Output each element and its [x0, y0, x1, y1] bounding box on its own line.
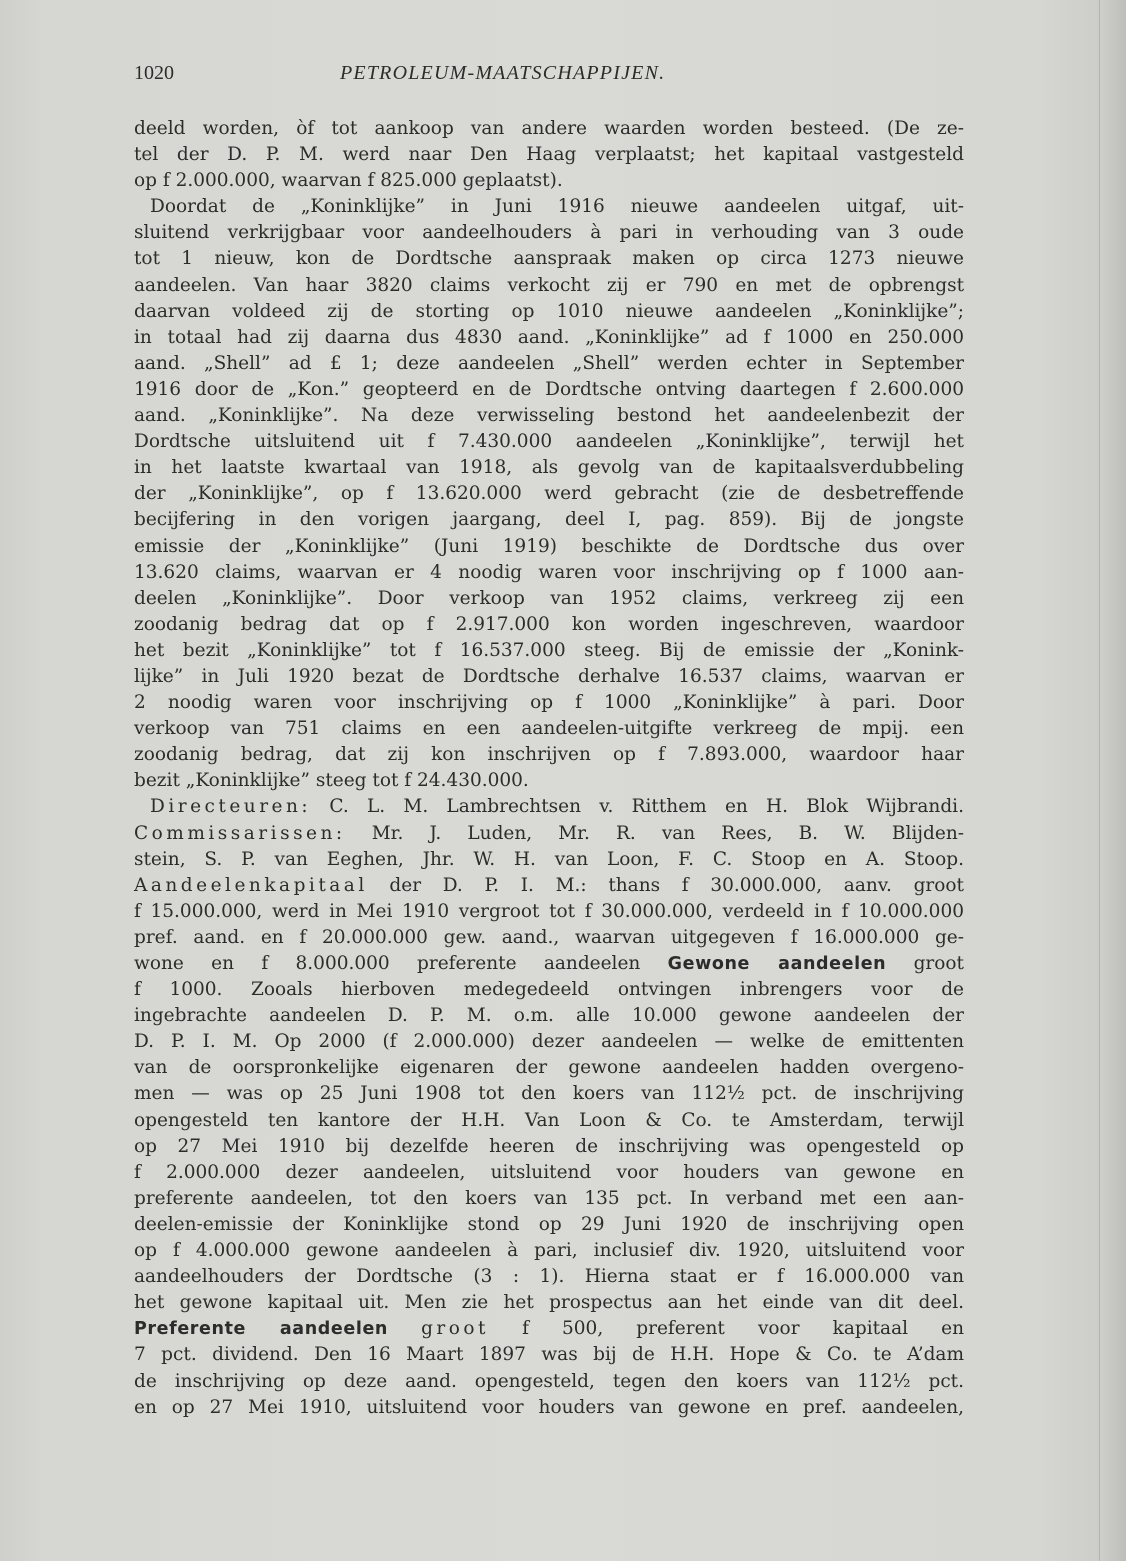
text-line: aand. „Shell” ad £ 1; deze aandeelen „Shell” werden echter in September	[134, 352, 964, 374]
text-line: 7 pct. dividend. Den 16 Maart 1897 was bij de H.H. Hope & Co. te A’dam	[134, 1344, 964, 1366]
text-line: ingebrachte aandeelen D. P. M. o.m. alle 10.000 gewone aandeelen der	[134, 1005, 964, 1027]
text-segment: groot	[913, 953, 964, 974]
commissarissen-names: Mr. J. Luden, Mr. R. van Rees, B. W. Blijden-	[371, 822, 964, 844]
text-line: f 15.000.000, werd in Mei 1910 vergroot tot f 30.000.000, verdeeld in f 10.000.000	[134, 900, 964, 922]
text-line: deelen-emissie der Koninklijke stond op 29 Juni 1920 de inschrijving open	[134, 1213, 964, 1235]
text-line: becijfering in den vorigen jaargang, deel I, pag. 859). Bij de jongste	[134, 509, 964, 531]
text-line: en op 27 Mei 1910, uitsluitend voor houders van gewone en pref. aandeelen,	[134, 1396, 964, 1418]
text-segment: wone en f 8.000.000 preferente aandeelen	[134, 953, 641, 974]
text-line: preferente aandeelen, tot den koers van 135 pct. In verband met een aan-	[134, 1187, 964, 1209]
text-line: op f 2.000.000, waarvan f 825.000 geplaatst).	[134, 170, 563, 192]
body-text	[134, 116, 964, 1421]
text-line: Dordtsche uitsluitend uit f 7.430.000 aandeelen „Koninklijke”, terwijl het	[134, 431, 964, 453]
directeuren-label: Directeuren:	[150, 796, 312, 818]
text-line: 13.620 claims, waarvan er 4 noodig waren voor inschrijving op f 1000 aan-	[134, 561, 964, 583]
preferente-aandeelen-heading: Preferente aandeelen	[134, 1319, 388, 1340]
text-line: de inschrijving op deze aand. opengesteld, tegen den koers van 112½ pct.	[134, 1370, 964, 1392]
text-line: het bezit „Koninklijke” tot f 16.537.000 steeg. Bij de emissie der „Konink-	[134, 639, 964, 661]
text-line: Doordat de „Koninklijke” in Juni 1916 nieuwe aandeelen uitgaf, uit-	[150, 196, 964, 218]
gewone-aandeelen-heading: Gewone aandeelen	[667, 954, 887, 974]
text-line: pref. aand. en f 20.000.000 gew. aand., waarvan uitgegeven f 16.000.000 ge-	[134, 926, 964, 948]
text-line: 2 noodig waren voor inschrijving op f 1000 „Koninklijke” à pari. Door	[134, 692, 964, 714]
text-line: f 2.000.000 dezer aandeelen, uitsluitend voor houders van gewone en	[134, 1161, 964, 1183]
groot-label: groot	[421, 1318, 489, 1340]
text-line: in het laatste kwartaal van 1918, als gevolg van de kapitaalsverdubbeling	[134, 457, 964, 479]
text-line: zoodanig bedrag, dat zij kon inschrijven op f 7.893.000, waardoor haar	[134, 744, 964, 766]
preferente-line	[134, 1316, 964, 1342]
text-segment: f 500, preferent voor kapitaal en	[522, 1318, 964, 1340]
text-line: zoodanig bedrag dat op f 2.917.000 kon worden ingeschreven, waardoor	[134, 613, 964, 635]
kapitaal-text: der D. P. I. M.: thans f 30.000.000, aanv. groot	[389, 874, 964, 896]
text-line: der „Koninklijke”, op f 13.620.000 werd gebracht (zie de desbetreffende	[134, 483, 964, 505]
text-line: aand. „Koninklijke”. Na deze verwisseling bestond het aandeelenbezit der	[134, 405, 964, 427]
text-line: op 27 Mei 1910 bij dezelfde heeren de inschrijving was opengesteld op	[134, 1135, 964, 1157]
text-line: emissie der „Koninklijke” (Juni 1919) beschikte de Dordtsche dus over	[134, 535, 964, 557]
commissarissen-line	[134, 821, 964, 847]
text-line: deeld worden, òf tot aankoop van andere waarden worden besteed. (De ze-	[134, 118, 964, 139]
text-line: f 1000. Zooals hierboven medegedeeld ontvingen inbrengers voor de	[134, 979, 964, 1001]
text-line: 1916 door de „Kon.” geopteerd en de Dordtsche ontving daartegen f 2.600.000	[134, 378, 964, 400]
text-line: bezit „Koninklijke” steeg tot f 24.430.000.	[134, 770, 529, 792]
text-line: tel der D. P. M. werd naar Den Haag verplaatst; het kapitaal vastgesteld	[134, 144, 964, 166]
kapitaal-line	[134, 873, 964, 899]
text-line: aandeelhouders der Dordtsche (3 : 1). Hierna staat er f 16.000.000 van	[134, 1266, 964, 1288]
text-line: in totaal had zij daarna dus 4830 aand. „Koninklijke” ad f 1000 en 250.000	[134, 326, 964, 348]
kapitaal-label: Aandeelenkapitaal	[134, 874, 368, 896]
directeuren-names: C. L. M. Lambrechtsen v. Ritthem en H. Blok Wijbrandi.	[329, 796, 964, 818]
text-line: aandeelen. Van haar 3820 claims verkocht zij er 790 en met de opbrengst	[134, 274, 964, 296]
text-line: verkoop van 751 claims en een aandeelen-uitgifte verkreeg de mpij. een	[134, 718, 964, 740]
text-line: men — was op 25 Juni 1908 tot den koers van 112½ pct. de inschrijving	[134, 1083, 964, 1105]
text-line: het gewone kapitaal uit. Men zie het prospectus aan het einde van dit deel.	[134, 1292, 964, 1314]
text-line: tot 1 nieuw, kon de Dordtsche aanspraak maken op circa 1273 nieuwe	[134, 248, 964, 270]
page-number: 1020	[134, 62, 174, 84]
gewone-line	[134, 951, 964, 977]
commissarissen-label: Commissarissen:	[134, 822, 346, 844]
text-line: van de oorspronkelijke eigenaren der gewone aandeelen hadden overgeno-	[134, 1057, 964, 1079]
text-line: stein, S. P. van Eeghen, Jhr. W. H. van Loon, F. C. Stoop en A. Stoop.	[134, 848, 964, 870]
text-line: D. P. I. M. Op 2000 (f 2.000.000) dezer aandeelen — welke de emittenten	[134, 1031, 964, 1053]
text-line: lijke” in Juli 1920 bezat de Dordtsche derhalve 16.537 claims, waarvan er	[134, 665, 964, 687]
directeuren-line	[134, 794, 964, 820]
text-line: opengesteld ten kantore der H.H. Van Loon & Co. te Amsterdam, terwijl	[134, 1109, 964, 1131]
running-title: PETROLEUM-MAATSCHAPPIJEN.	[340, 62, 666, 84]
text-line: op f 4.000.000 gewone aandeelen à pari, inclusief div. 1920, uitsluitend voor	[134, 1240, 964, 1262]
text-line: daarvan voldeed zij de storting op 1010 nieuwe aandeelen „Koninklijke”;	[134, 300, 964, 322]
page-binding-edge	[1099, 0, 1126, 1561]
text-line: sluitend verkrijgbaar voor aandeelhouders à pari in verhouding van 3 oude	[134, 222, 964, 244]
page-header	[134, 62, 964, 92]
text-line: deelen „Koninklijke”. Door verkoop van 1952 claims, verkreeg zij een	[134, 587, 964, 609]
